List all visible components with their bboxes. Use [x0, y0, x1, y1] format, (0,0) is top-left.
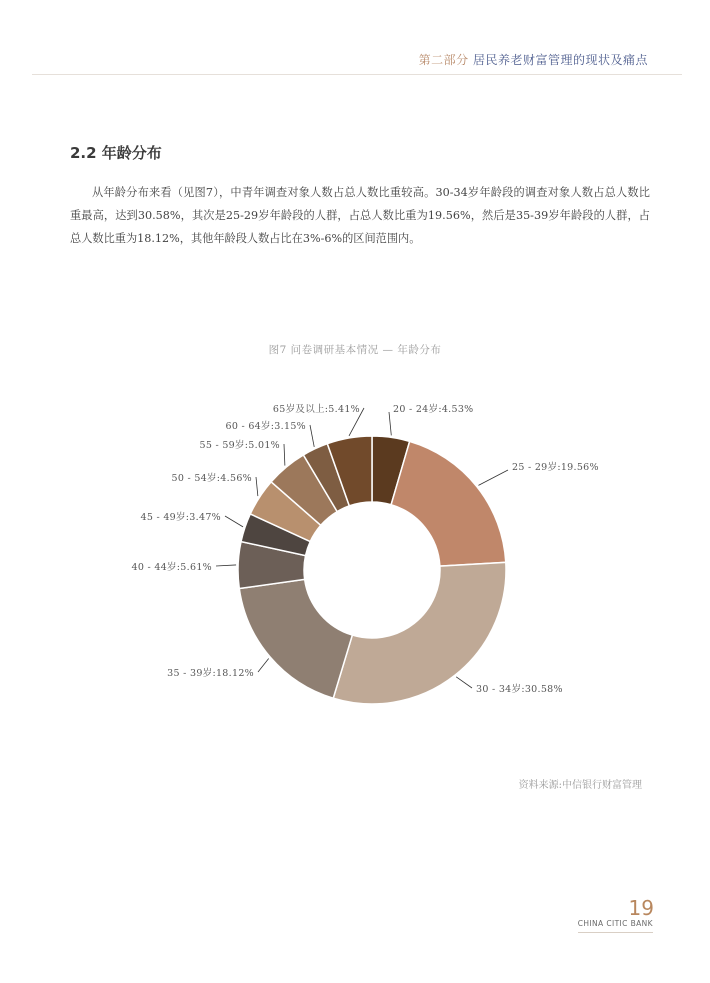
leader-line — [258, 658, 269, 672]
header-title: 居民养老财富管理的现状及痛点 — [472, 53, 648, 67]
slice-label: 25 - 29岁:19.56% — [512, 462, 599, 473]
page-number: 19 — [628, 896, 654, 920]
donut-slice — [391, 441, 506, 566]
leader-line — [456, 677, 472, 688]
leader-line — [225, 516, 243, 527]
slice-label: 40 - 44岁:5.61% — [131, 562, 212, 573]
body-paragraph: 从年龄分布来看（见图7），中青年调查对象人数占总人数比重较高。30-34岁年龄段的调查对象人数占总人数比重最高，达到30.58%，其次是25-29岁年龄段的人群，占总人数比重为19.56%，然后是35-39岁年龄段的人群，占总人数比重为18.12%，其他年龄段人数占比在3%-6%的区间范围内。 — [70, 186, 650, 245]
slice-label: 55 - 59岁:5.01% — [199, 440, 280, 451]
slice-label: 65岁及以上:5.41% — [272, 404, 360, 415]
slice-label: 20 - 24岁:4.53% — [393, 404, 474, 415]
slice-label: 45 - 49岁:3.47% — [140, 512, 221, 523]
header-part: 第二部分 — [418, 53, 469, 67]
bank-name: CHINA CITIC BANK — [578, 919, 653, 933]
slice-label: 35 - 39岁:18.12% — [167, 668, 254, 679]
section-title: 2.2 年龄分布 — [70, 144, 162, 162]
slice-label: 30 - 34岁:30.58% — [476, 684, 563, 695]
leader-line — [256, 477, 258, 496]
source-note: 资料来源:中信银行财富管理 — [518, 780, 642, 791]
leader-line — [310, 425, 314, 447]
donut-slice — [333, 562, 506, 704]
leader-line — [216, 565, 236, 566]
slice-label: 50 - 54岁:4.56% — [171, 473, 252, 484]
leader-line — [284, 444, 285, 466]
leader-line — [389, 412, 391, 435]
figure-caption: 图7 问卷调研基本情况 — 年龄分布 — [268, 344, 442, 356]
slice-label: 60 - 64岁:3.15% — [225, 421, 306, 432]
leader-line — [478, 470, 508, 485]
donut-slice — [239, 579, 352, 698]
